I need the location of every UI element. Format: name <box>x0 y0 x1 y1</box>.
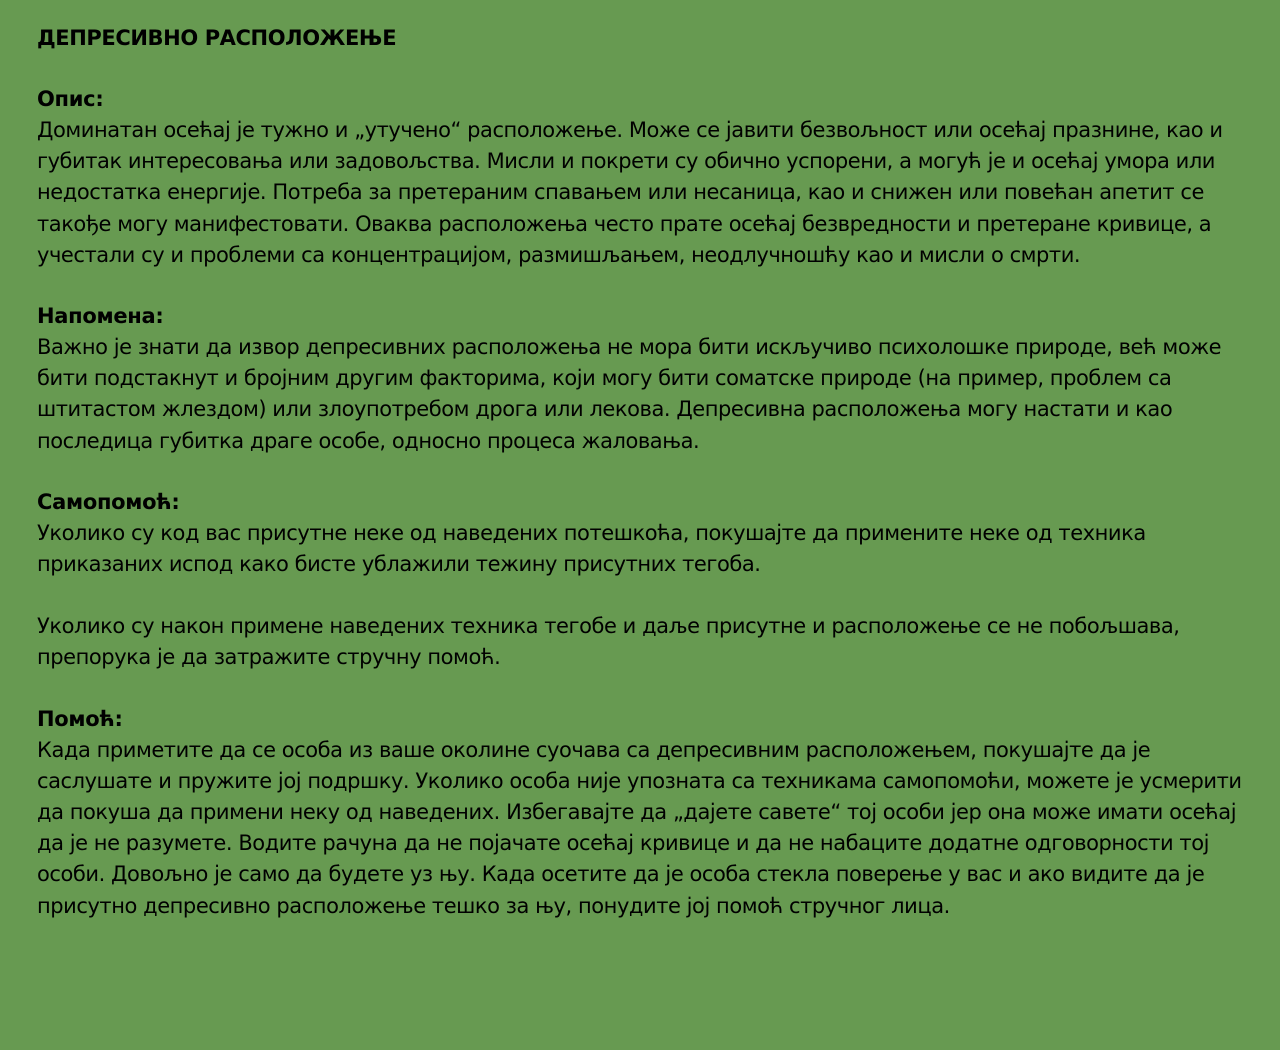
section-note <box>37 301 1250 457</box>
self-help-paragraph-2: Уколико су након примене наведених техника тегобе и даље присутне и расположење се не побољшава, препорука је да затражите стручну помоћ. <box>37 614 1180 670</box>
section-help <box>37 704 1250 922</box>
section-self-help <box>37 487 1250 674</box>
description-paragraph: Доминатан осећај је тужно и „утучено“ расположење. Може се јавити безвољност или осећај празнине, као и губитак интересовања или задовољства. Мисли и покрети су обично успорени, а могућ је и осећај умора или недостатка енергије. Потреба за претераним спавањем или несаница, као и снижен или повећан апетит се такође могу манифестовати. Оваква расположења често прате осећај безвредности и претеране кривице, а учестали су и проблеми са концентрацијом, размишљањем, неодлучношћу као и мисли о смрти. <box>37 118 1223 267</box>
section-heading-description: Опис: <box>37 87 104 111</box>
section-description <box>37 84 1250 271</box>
help-paragraph: Када приметите да се особа из ваше околине суочава са депресивним расположењем, покушајте да је саслушате и пружите јој подршку. Уколико особа није упозната са техникама самопомоћи, можете је усмерити да покуша да примени неку од наведених. Избегавајте да „дајете савете“ тој особи јер она може имати осећај да је не разумете. Водите рачуна да не појачате осећај кривице и да не набаците додатне одговорности тој особи. Довољно је само да будете уз њу. Када осетите да је особа стекла поверење у вас и ако видите да је присутно депресивно расположење тешко за њу, понудите јој помоћ стручног лица. <box>37 737 1242 918</box>
section-heading-self-help: Самопомоћ: <box>37 489 180 514</box>
note-paragraph: Важно је знати да извор депресивних расположења не мора бити искључиво психолошке природе, већ може бити подстакнут и бројним другим факторима, који могу бити соматске природе (на пример, проблем са штитастом жлездом) или злоупотребом дрога или лекова. Депресивна расположења могу настати и као последица губитка драге особе, односно процеса жаловања. <box>37 335 1222 453</box>
section-heading-help: Помоћ: <box>37 706 123 731</box>
section-heading-note: Напомена: <box>37 304 164 329</box>
self-help-paragraph-1: Уколико су код вас присутне неке од наведених потешкоћа, покушајте да примените неке од техника приказаних испод како бисте ублажили тежину присутних тегоба. <box>37 520 1146 577</box>
page-title: ДЕПРЕСИВНО РАСПОЛОЖЕЊЕ <box>37 26 397 50</box>
